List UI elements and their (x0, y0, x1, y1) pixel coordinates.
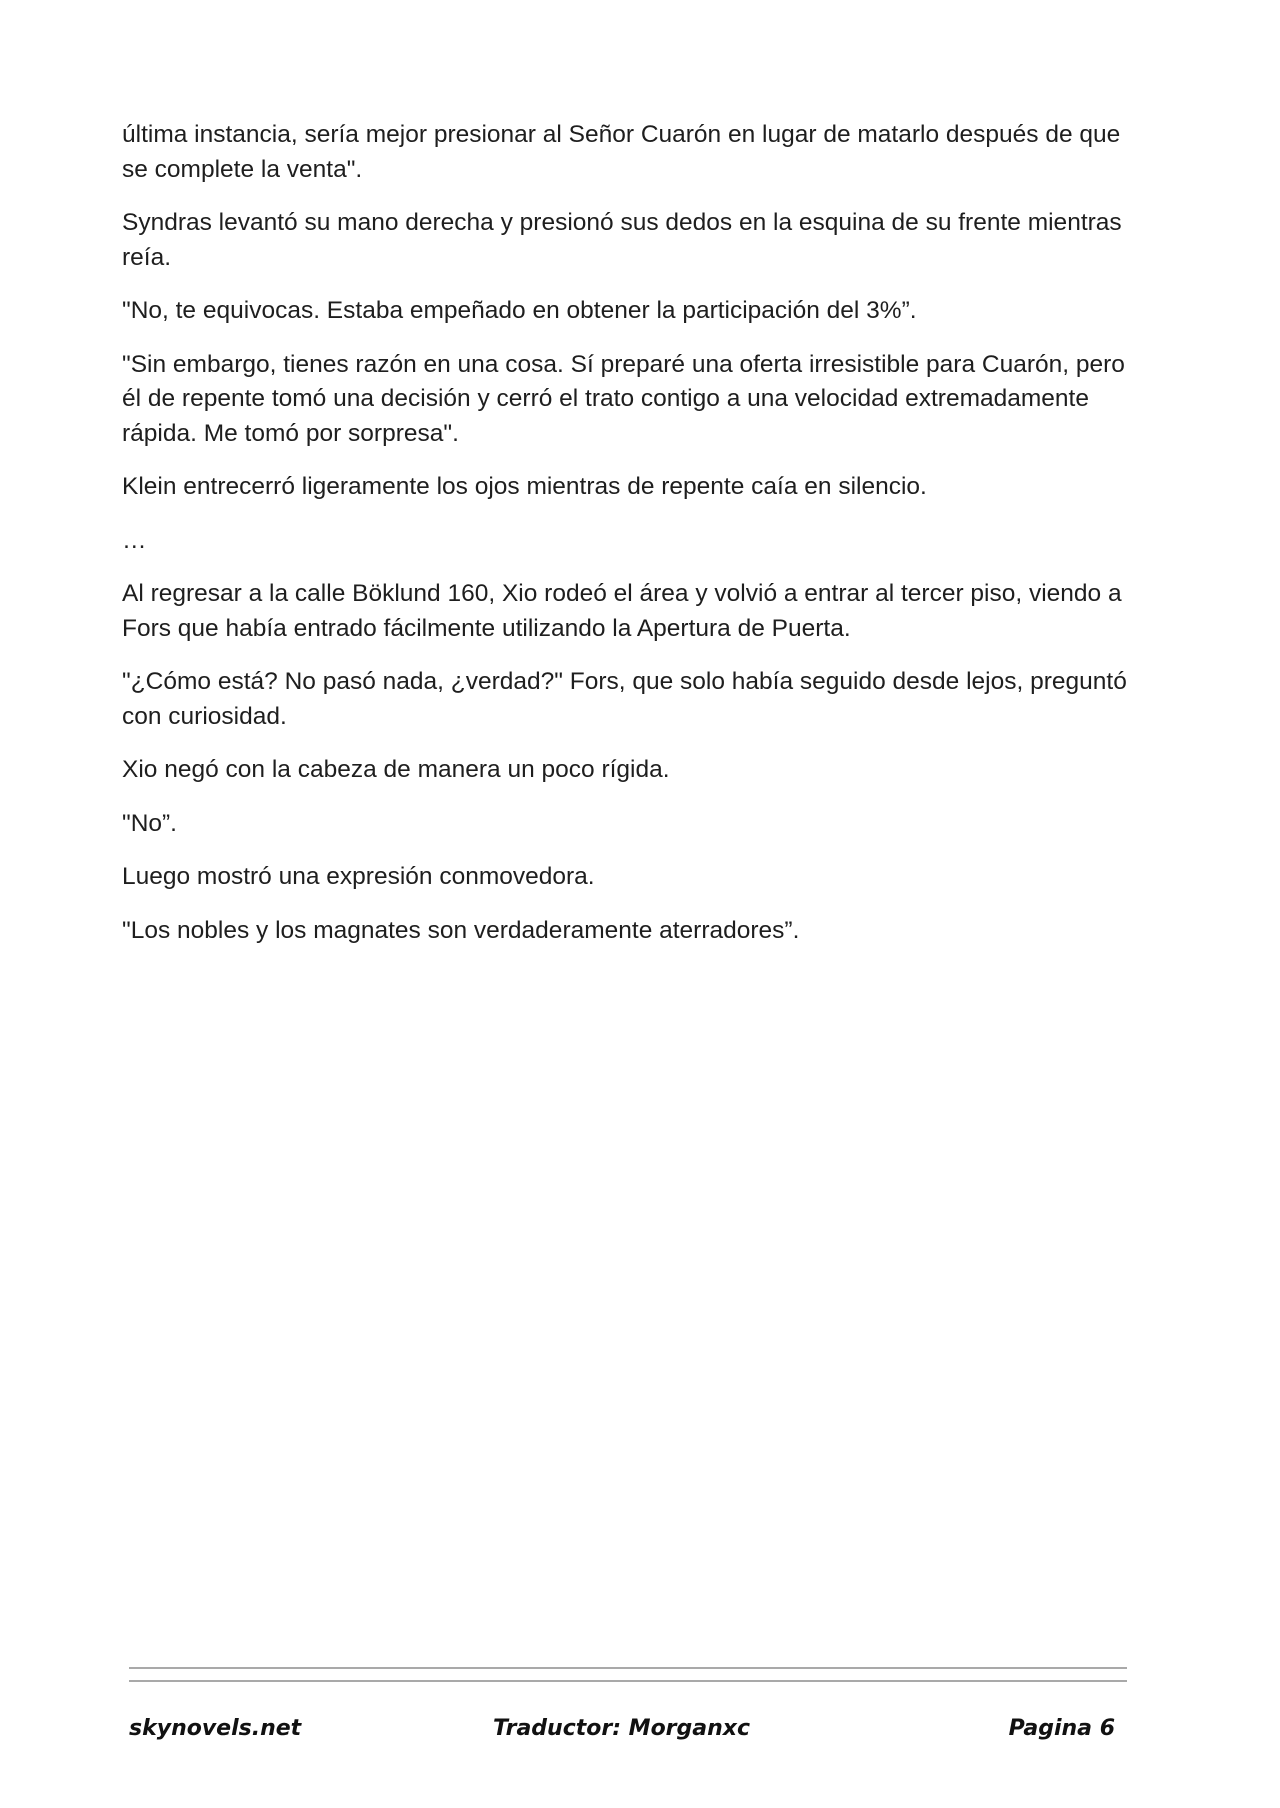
paragraph-2: Syndras levantó su mano derecha y presionó sus dedos en la esquina de su frente mientras reía. (122, 209, 1122, 271)
body-text (122, 118, 1142, 967)
footer-rule-top (129, 1667, 1127, 1669)
footer-site: skynovels.net (129, 1716, 302, 1741)
paragraph-1: última instancia, sería mejor presionar al Señor Cuarón en lugar de matarlo después de que se complete la venta". (122, 121, 1121, 183)
paragraph-12: "Los nobles y los magnates son verdaderamente aterradores”. (122, 916, 800, 944)
paragraph-3: "No, te equivocas. Estaba empeñado en obtener la participación del 3%”. (122, 297, 917, 324)
paragraph-4: "Sin embargo, tienes razón en una cosa. Sí preparé una oferta irresistible para Cuarón, pero él de repente tomó una decisión y cerró el trato contigo a una velocidad extremadamente rápida. Me tomó por sorpresa". (122, 350, 1125, 447)
paragraph-9: Xio negó con la cabeza de manera un poco rígida. (122, 756, 670, 783)
paragraph-8: "¿Cómo está? No pasó nada, ¿verdad?" Fors, que solo había seguido desde lejos, preguntó con curiosidad. (122, 668, 1127, 730)
paragraph-5: Klein entrecerró ligeramente los ojos mientras de repente caía en silencio. (122, 473, 927, 500)
footer-rule-bottom (129, 1680, 1127, 1682)
page-footer (129, 1716, 1127, 1746)
paragraph-11: Luego mostró una expresión conmovedora. (122, 863, 595, 890)
footer-divider (129, 1667, 1127, 1693)
footer-page-number: Pagina 6 (1008, 1716, 1115, 1741)
footer-translator: Traductor: Morganxc (493, 1716, 751, 1741)
scene-break-ellipsis: … (122, 526, 147, 554)
paragraph-7: Al regresar a la calle Böklund 160, Xio rodeó el área y volvió a entrar al tercer piso, viendo a Fors que había entrado fácilmente utilizando la Apertura de Puerta. (122, 580, 1122, 642)
paragraph-10: "No”. (122, 809, 177, 837)
